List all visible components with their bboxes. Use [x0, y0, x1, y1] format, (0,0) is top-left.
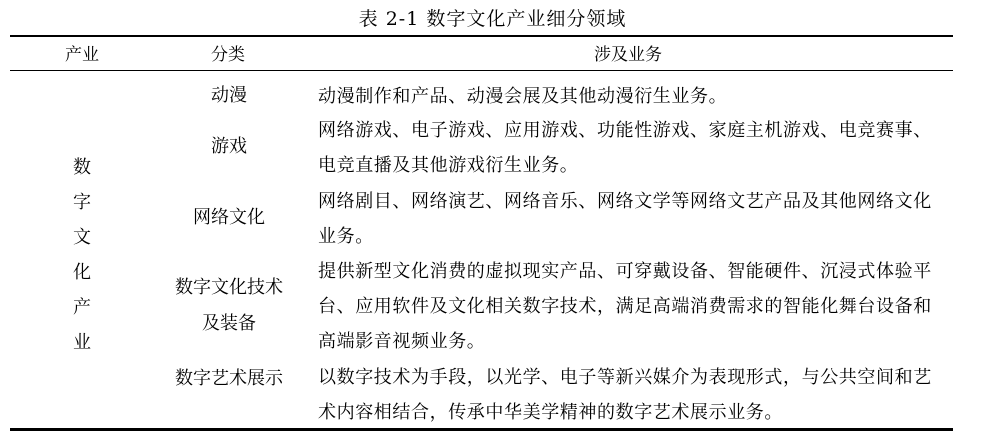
- business-cell-games: 网络游戏、电子游戏、应用游戏、功能性游戏、家庭主机游戏、电竞赛事、电竞直播及其他游戏衍生业务。: [318, 120, 932, 176]
- industry-char: 文: [73, 227, 91, 248]
- industry-char: 字: [73, 192, 91, 213]
- industry-char: 数: [73, 157, 91, 178]
- category-cell-digital-art: 数字艺术展示: [175, 368, 283, 389]
- business-cell-animation: 动漫制作和产品、动漫会展及其他动漫衍生业务。: [318, 86, 728, 107]
- header-industry: 产业: [65, 45, 99, 65]
- business-cell-digital-art: 以数字技术为手段，以光学、电子等新兴媒介为表现形式，与公共空间和艺术内容相结合，传承中华美学精神的数字艺术展示业务。: [318, 367, 932, 423]
- category-cell-internet-culture: 网络文化: [193, 207, 265, 228]
- business-cell-digital-tech: 提供新型文化消费的虚拟现实产品、可穿戴设备、智能硬件、沉浸式体验平台、应用软件及文化相关数字技术，满足高端消费需求的智能化舞台设备和高端影音视频业务。: [318, 261, 932, 352]
- industry-char: 业: [73, 332, 91, 353]
- industry-cell: [62, 150, 102, 360]
- table-header-rule: [10, 70, 953, 71]
- category-cell-animation: 动漫: [211, 85, 247, 106]
- category-cell-digital-tech: 数字文化技术及装备: [175, 277, 283, 334]
- header-business: 涉及业务: [594, 45, 662, 65]
- table-bottom-rule: [10, 428, 953, 431]
- category-cell-games: 游戏: [211, 136, 247, 157]
- business-cell-internet-culture: 网络剧目、网络演艺、网络音乐、网络文学等网络文艺产品及其他网络文化业务。: [318, 191, 932, 247]
- industry-char: 产: [73, 297, 91, 318]
- table-top-rule: [10, 35, 953, 37]
- industry-char: 化: [73, 262, 91, 283]
- table-caption: 表 2-1 数字文化产业细分领域: [358, 8, 627, 30]
- header-category: 分类: [211, 45, 245, 65]
